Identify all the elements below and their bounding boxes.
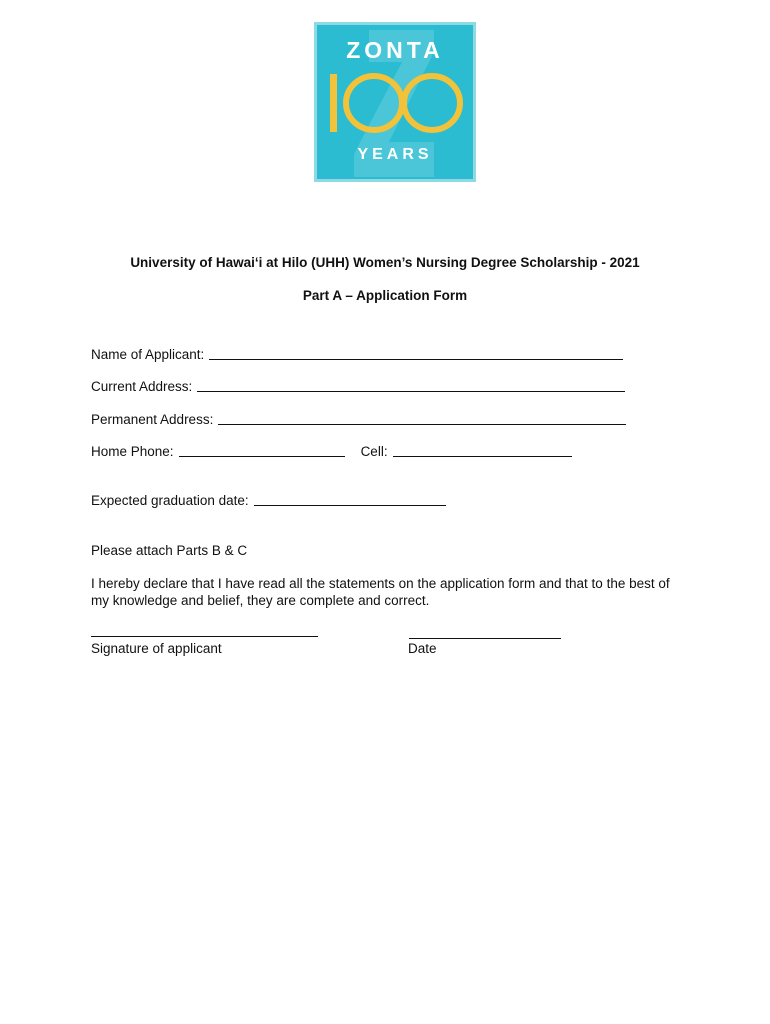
date-line[interactable] bbox=[409, 638, 561, 639]
graduation-row bbox=[91, 492, 446, 508]
cell-label: Cell: bbox=[360, 444, 388, 459]
phone-row bbox=[91, 443, 572, 459]
home-phone-label: Home Phone: bbox=[91, 444, 174, 459]
name-field-row bbox=[91, 346, 623, 362]
signature-label: Signature of applicant bbox=[91, 641, 222, 656]
graduation-label: Expected graduation date: bbox=[91, 493, 249, 508]
current-address-label: Current Address: bbox=[91, 379, 193, 394]
date-label: Date bbox=[408, 641, 437, 656]
declaration-text: I hereby declare that I have read all the statements on the application form and that to the best of my knowledge and belief, they are complete and correct. bbox=[91, 576, 670, 608]
zonta-100-years-logo bbox=[314, 22, 476, 182]
logo-zonta-text: ZONTA bbox=[346, 37, 444, 63]
cell-input-line[interactable] bbox=[393, 443, 572, 457]
name-input-line[interactable] bbox=[209, 346, 623, 360]
permanent-address-input-line[interactable] bbox=[218, 411, 626, 425]
signature-line[interactable] bbox=[91, 636, 318, 637]
permanent-address-label: Permanent Address: bbox=[91, 412, 214, 427]
current-address-input-line[interactable] bbox=[197, 378, 625, 392]
home-phone-input-line[interactable] bbox=[179, 443, 345, 457]
logo-years-text: YEARS bbox=[357, 146, 433, 163]
graduation-input-line[interactable] bbox=[254, 492, 446, 506]
name-label: Name of Applicant: bbox=[91, 347, 205, 362]
document-subtitle: Part A – Application Form bbox=[302, 288, 468, 303]
permanent-address-row bbox=[91, 411, 626, 427]
current-address-row bbox=[91, 378, 625, 394]
document-title: University of Hawaiʻi at Hilo (UHH) Women’s Nursing Degree Scholarship - 2021 bbox=[130, 255, 640, 270]
logo-100-numeral bbox=[324, 72, 466, 136]
attach-note: Please attach Parts B & C bbox=[91, 543, 248, 558]
